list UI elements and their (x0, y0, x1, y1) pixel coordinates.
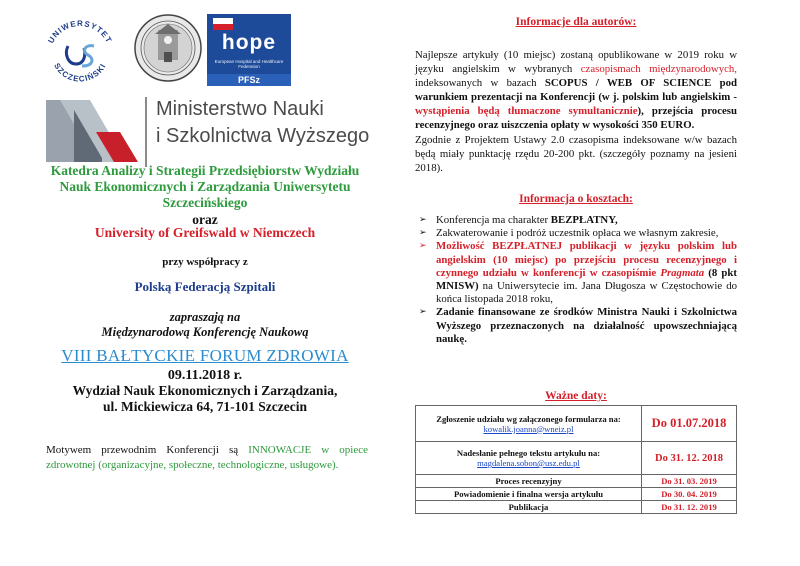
dates-table (415, 405, 737, 514)
hope-subtitle: European Hospital and Healthcare Federation (214, 59, 284, 69)
venue (40, 383, 370, 415)
ministry-divider (145, 97, 147, 167)
costs-item (415, 240, 737, 306)
costs-item (415, 306, 737, 346)
invitation-line-1: zapraszają na (169, 310, 241, 324)
info-text-3: Zgodnie z Projektem Ustawy 2.0 czasopisma indeksowane w/w bazach będą miały punktację rzędu 20-200 pkt. (szczegóły poznamy na jesieni 2018). (415, 133, 737, 174)
table-row (416, 488, 737, 501)
pfs-partner: Polską Federacją Szpitali (134, 279, 276, 294)
university-seal-logo (133, 12, 203, 84)
arrow-bullet-icon: ➢ (419, 215, 427, 225)
svg-text:UNIWERSYTET: UNIWERSYTET (46, 18, 114, 45)
cooperation-text: przy współpracy z (162, 256, 248, 268)
info-text-1: Najlepsze artykuły (10 miejsc) zostaną opublikowane w 2019 roku w języku angielskim w wybranych (415, 49, 737, 76)
hope-pfsz-logo (207, 14, 291, 86)
forum-title: VIII BAŁTYCKIE FORUM ZDROWIA (61, 346, 349, 365)
info-bold-2: ), przejścia procesu recenzyjnego oraz uiszczenia opłaty w wysokości 350 EURO. (415, 105, 737, 132)
event-date: 09.11.2018 r. (167, 368, 243, 383)
row-label: Proces recenzyjny (416, 475, 642, 488)
arrow-bullet-icon: ➢ (419, 228, 427, 239)
costs-journal: Pragmata (660, 266, 705, 279)
row-label: Zgłoszenie udziału wg załączonego formularza na: (436, 413, 621, 424)
email-link[interactable]: kowalik.joanna@wneiz.pl (483, 423, 574, 434)
venue-address: ul. Mickiewicza 64, 71-101 Szczecin (103, 399, 307, 414)
theme-highlight: INNOWACJE w opiece zdrowotnej (organizacyjne, społeczne, technologiczne, usługowe). (46, 444, 368, 471)
theme-paragraph (46, 443, 368, 473)
info-red-1: czasopismach międzynarodowych, (580, 63, 737, 76)
pfsz-label: PFSz (207, 74, 291, 86)
oraz-text: oraz (192, 212, 218, 227)
table-row (416, 475, 737, 488)
authors-info-heading: Informacje dla autorów: (515, 16, 637, 28)
authors-info-text (415, 48, 737, 175)
invitation-text (40, 310, 370, 340)
table-row (416, 406, 737, 442)
arrow-bullet-icon: ➢ (419, 241, 427, 252)
row-date: Do 31. 03. 2019 (642, 475, 737, 488)
dates-cell-label (416, 442, 642, 475)
costs-list (415, 214, 737, 346)
ministry-name (156, 96, 369, 150)
ministry-line-1: Ministerstwo Nauki (156, 98, 324, 120)
costs-item (415, 227, 737, 240)
dates-heading: Ważne daty: (545, 390, 607, 402)
costs-text: Zakwaterowanie i podróż uczestnik opłaca we własnym zakresie, (436, 227, 719, 240)
costs-bold: BEZPŁATNY, (550, 214, 618, 226)
venue-faculty: Wydział Nauk Ekonomicznych i Zarządzania, (72, 383, 338, 398)
svg-text:SZCZECIŃSKI: SZCZECIŃSKI (52, 61, 108, 84)
ministry-line-2: i Szkolnictwa Wyższego (156, 125, 370, 147)
row-date: Do 01.07.2018 (642, 406, 737, 442)
email-link[interactable]: magdalena.sobon@usz.edu.pl (477, 458, 580, 468)
row-label: Publikacja (416, 501, 642, 514)
costs-heading: Informacja o kosztach: (519, 193, 633, 205)
costs-bold: Zadanie finansowane ze środków Ministra Nauki i Szkolnictwa Wyższego przeznaczonych na działalność upowszechniającą naukę. (436, 306, 737, 345)
row-label: Nadesłanie pełnego tekstu artykułu na: (456, 448, 601, 458)
ministry-emblem-icon (46, 100, 138, 162)
invitation-line-2: Międzynarodową Konferencję Naukową (101, 325, 309, 339)
dates-cell-label (416, 406, 642, 442)
university-szczecin-logo (40, 12, 120, 92)
poland-flag-icon (213, 18, 233, 30)
row-date: Do 31. 12. 2018 (642, 442, 737, 475)
costs-bold: (8 pkt MNISW) (436, 266, 738, 293)
arrow-bullet-icon: ➢ (419, 307, 427, 318)
greifswald-university: University of Greifswald w Niemczech (94, 225, 316, 240)
table-row (416, 501, 737, 514)
costs-text: na Uniwersytecie im. Jana Długosza w Częstochowie do końca listopada 2018 roku, (436, 280, 737, 306)
costs-red: Możliwość BEZPŁATNEJ publikacji w języku polskim lub angielskim (10 miejsc) po przejściu procesu recenzyjnego i czynnego udziału w konferencji w czasopiśmie (436, 240, 737, 279)
row-label: Powiadomienie i finalna wersja artykułu (416, 488, 642, 501)
costs-item (415, 214, 737, 227)
row-date: Do 31. 12. 2019 (642, 501, 737, 514)
table-row (416, 442, 737, 475)
costs-text: Konferencja ma charakter (436, 214, 551, 226)
organizer-katedra: Katedra Analizy i Strategii Przedsiębiorstw Wydziału Nauk Ekonomicznych i Zarządzania Uniwersytetu Szczecińskiego (50, 163, 360, 210)
info-text-2: indeksowanych w bazach (415, 77, 545, 90)
hope-wordmark: hope (221, 31, 277, 54)
theme-text: Motywem przewodnim Konferencji są (46, 444, 249, 456)
info-bold-1: SCOPUS / WEB OF SCIENCE pod warunkiem prezentacji na Konferencji (w j. polskim lub angielskim - (415, 77, 737, 104)
info-red-2: wystąpienia będą tłumaczone symultanicznie (415, 105, 638, 118)
row-date: Do 30. 04. 2019 (642, 488, 737, 501)
